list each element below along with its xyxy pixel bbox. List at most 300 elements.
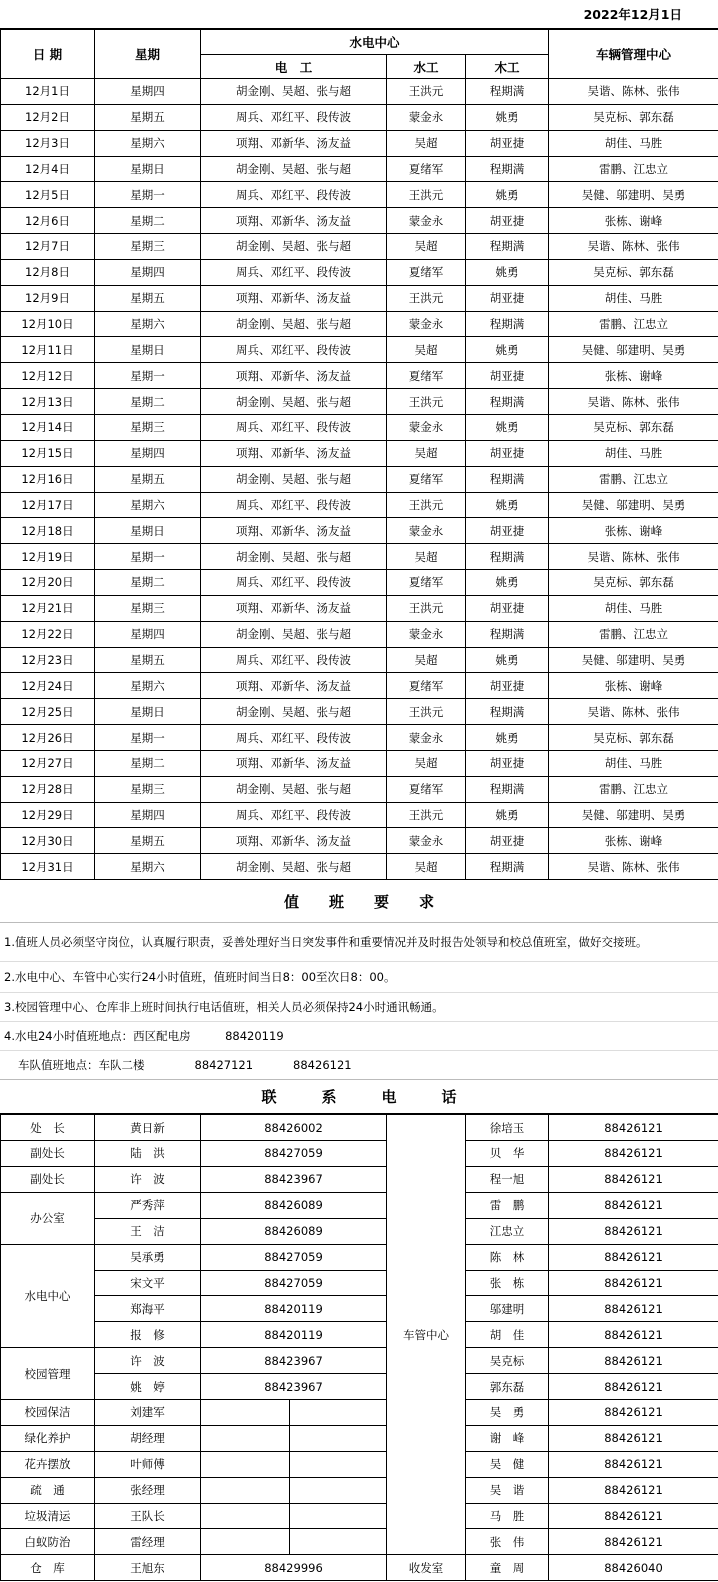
schedule-row (1, 647, 718, 673)
electrician-cell: 胡金刚、吴超、张与超 (201, 776, 387, 802)
weekday-cell: 星期二 (95, 208, 201, 234)
vehicle-staff-cell: 胡佳、马胜 (549, 285, 718, 311)
electrician-cell: 周兵、邓红平、段传波 (201, 647, 387, 673)
electrician-cell: 项翔、邓新华、汤友益 (201, 595, 387, 621)
contact-phone: 88427059 (201, 1141, 387, 1167)
service-label: 绿化养护 (1, 1425, 95, 1451)
contact-name: 报 修 (95, 1322, 201, 1348)
contact-name: 邬建明 (466, 1296, 549, 1322)
contact-name: 贝 华 (466, 1141, 549, 1167)
electrician-cell: 胡金刚、吴超、张与超 (201, 234, 387, 260)
date-cell: 12月27日 (1, 750, 95, 776)
date-cell: 12月12日 (1, 363, 95, 389)
header-date: 日 期 (1, 30, 95, 79)
weekday-cell: 星期三 (95, 234, 201, 260)
contact-name: 江忠立 (466, 1218, 549, 1244)
weekday-cell: 星期二 (95, 750, 201, 776)
carpenter-cell: 胡亚捷 (466, 285, 549, 311)
carpenter-cell: 胡亚捷 (466, 208, 549, 234)
contact-phone: 88426089 (201, 1218, 387, 1244)
vehicle-staff-cell: 吴健、邬建明、吴勇 (549, 802, 718, 828)
electrician-cell: 周兵、邓红平、段传波 (201, 337, 387, 363)
plumber-cell: 夏绪军 (387, 363, 466, 389)
electrician-cell: 周兵、邓红平、段传波 (201, 104, 387, 130)
electrician-cell: 胡金刚、吴超、张与超 (201, 854, 387, 880)
schedule-row (1, 828, 718, 854)
contact-row (1, 1244, 718, 1270)
vehicle-staff-cell: 张栋、谢峰 (549, 363, 718, 389)
date-cell: 12月13日 (1, 389, 95, 415)
contact-name: 胡 佳 (466, 1322, 549, 1348)
weekday-cell: 星期日 (95, 518, 201, 544)
carpenter-cell: 程期满 (466, 311, 549, 337)
contact-row (1, 1477, 718, 1503)
weekday-cell: 星期四 (95, 259, 201, 285)
date-cell: 12月4日 (1, 156, 95, 182)
vehicle-staff-cell: 吴健、邬建明、吴勇 (549, 182, 718, 208)
electrician-cell: 胡金刚、吴超、张与超 (201, 79, 387, 105)
vehicle-staff-cell: 吴健、邬建明、吴勇 (549, 492, 718, 518)
date-cell: 12月18日 (1, 518, 95, 544)
contact-row (1, 1141, 718, 1167)
contact-name: 徐培玉 (466, 1115, 549, 1141)
vehicle-staff-cell: 胡佳、马胜 (549, 595, 718, 621)
electrician-cell: 胡金刚、吴超、张与超 (201, 466, 387, 492)
contact-row (1, 1555, 718, 1581)
carpenter-cell: 程期满 (466, 79, 549, 105)
carpenter-cell: 胡亚捷 (466, 130, 549, 156)
date-cell: 12月31日 (1, 854, 95, 880)
contact-phone: 88429996 (201, 1555, 387, 1581)
contact-phone: 88420119 (201, 1296, 387, 1322)
vehicle-staff-cell: 张栋、谢峰 (549, 673, 718, 699)
contact-row (1, 1115, 718, 1141)
schedule-row (1, 776, 718, 802)
weekday-cell: 星期二 (95, 570, 201, 596)
weekday-cell: 星期日 (95, 156, 201, 182)
vehicle-staff-cell: 吴克标、郭东磊 (549, 725, 718, 751)
contact-row (1, 1374, 718, 1400)
empty-cell (290, 1503, 387, 1529)
electrician-cell: 胡金刚、吴超、张与超 (201, 311, 387, 337)
contact-phone: 88426121 (549, 1166, 718, 1192)
warehouse-label: 仓 库 (1, 1555, 95, 1581)
weekday-cell: 星期日 (95, 699, 201, 725)
plumber-cell: 蒙金永 (387, 828, 466, 854)
contact-phone: 88427059 (201, 1270, 387, 1296)
vehicle-staff-cell: 吴健、邬建明、吴勇 (549, 647, 718, 673)
contact-name: 吴 健 (466, 1451, 549, 1477)
contact-phone: 88427059 (201, 1244, 387, 1270)
vehicle-staff-cell: 张栋、谢峰 (549, 518, 718, 544)
plumber-cell: 吴超 (387, 544, 466, 570)
vehicle-staff-cell: 张栋、谢峰 (549, 208, 718, 234)
requirement-item: 2.水电中心、车管中心实行24小时值班，值班时间当日8：00至次日8：00。 (0, 962, 718, 993)
requirement-item: 3.校园管理中心、仓库非上班时间执行电话值班，相关人员必须保持24小时通讯畅通。 (0, 993, 718, 1022)
schedule-row (1, 130, 718, 156)
empty-cell (201, 1477, 290, 1503)
carpenter-cell: 程期满 (466, 699, 549, 725)
date-cell: 12月8日 (1, 259, 95, 285)
contact-name: 王队长 (95, 1503, 201, 1529)
vehicle-staff-cell: 吴克标、郭东磊 (549, 570, 718, 596)
contact-row (1, 1529, 718, 1555)
vehicle-staff-cell: 吴健、邬建明、吴勇 (549, 337, 718, 363)
weekday-cell: 星期四 (95, 621, 201, 647)
date-cell: 12月3日 (1, 130, 95, 156)
carpenter-cell: 程期满 (466, 466, 549, 492)
weekday-cell: 星期六 (95, 673, 201, 699)
contact-name: 王旭东 (95, 1555, 201, 1581)
date-cell: 12月10日 (1, 311, 95, 337)
empty-cell (201, 1451, 290, 1477)
date-cell: 12月9日 (1, 285, 95, 311)
contact-role: 处 长 (1, 1115, 95, 1141)
carpenter-cell: 胡亚捷 (466, 828, 549, 854)
contact-name: 吴 勇 (466, 1399, 549, 1425)
carpenter-cell: 姚勇 (466, 104, 549, 130)
service-label: 白蚁防治 (1, 1529, 95, 1555)
contact-phone: 88423967 (201, 1348, 387, 1374)
carpenter-cell: 胡亚捷 (466, 440, 549, 466)
contact-name: 宋文平 (95, 1270, 201, 1296)
plumber-cell: 王洪元 (387, 389, 466, 415)
electrician-cell: 周兵、邓红平、段传波 (201, 492, 387, 518)
contact-name: 谢 峰 (466, 1425, 549, 1451)
carpenter-cell: 胡亚捷 (466, 363, 549, 389)
schedule-row (1, 389, 718, 415)
carpenter-cell: 胡亚捷 (466, 518, 549, 544)
weekday-cell: 星期日 (95, 337, 201, 363)
date-cell: 12月22日 (1, 621, 95, 647)
contact-row (1, 1296, 718, 1322)
service-label: 疏 通 (1, 1477, 95, 1503)
contact-phone: 88426040 (549, 1555, 718, 1581)
weekday-cell: 星期三 (95, 595, 201, 621)
weekday-cell: 星期六 (95, 492, 201, 518)
schedule-row (1, 259, 718, 285)
schedule-row (1, 208, 718, 234)
date-cell: 12月16日 (1, 466, 95, 492)
carpenter-cell: 姚勇 (466, 182, 549, 208)
header-vehicle-center: 车辆管理中心 (549, 30, 718, 79)
schedule-row (1, 234, 718, 260)
plumber-cell: 王洪元 (387, 699, 466, 725)
contact-row (1, 1192, 718, 1218)
vehicle-staff-cell: 胡佳、马胜 (549, 130, 718, 156)
empty-cell (201, 1529, 290, 1555)
header-plumber: 水工 (387, 55, 466, 79)
vehicle-staff-cell: 吴谐、陈林、张伟 (549, 389, 718, 415)
contact-phone: 88426002 (201, 1115, 387, 1141)
plumber-cell: 吴超 (387, 750, 466, 776)
contact-phone: 88426121 (549, 1192, 718, 1218)
contact-phone: 88426121 (549, 1115, 718, 1141)
carpenter-cell: 程期满 (466, 234, 549, 260)
date-cell: 12月2日 (1, 104, 95, 130)
contact-name: 王 洁 (95, 1218, 201, 1244)
date-cell: 12月30日 (1, 828, 95, 854)
plumber-cell: 蒙金永 (387, 518, 466, 544)
electrician-cell: 胡金刚、吴超、张与超 (201, 156, 387, 182)
plumber-cell: 蒙金永 (387, 208, 466, 234)
schedule-row (1, 466, 718, 492)
weekday-cell: 星期三 (95, 414, 201, 440)
plumber-cell: 蒙金永 (387, 311, 466, 337)
plumber-cell: 吴超 (387, 130, 466, 156)
contact-name: 严秀萍 (95, 1192, 201, 1218)
fleet-phone-1: 88427121 (194, 1057, 254, 1072)
date-cell: 12月20日 (1, 570, 95, 596)
plumber-cell: 蒙金永 (387, 621, 466, 647)
vehicle-center-label: 车管中心 (387, 1115, 466, 1555)
plumber-cell: 吴超 (387, 854, 466, 880)
requirements-title: 值 班 要 求 (0, 880, 718, 923)
contact-phone: 88426121 (549, 1322, 718, 1348)
vehicle-staff-cell: 吴克标、郭东磊 (549, 259, 718, 285)
plumber-cell: 夏绪军 (387, 570, 466, 596)
weekday-cell: 星期一 (95, 182, 201, 208)
electrician-cell: 项翔、邓新华、汤友益 (201, 673, 387, 699)
weekday-cell: 星期五 (95, 104, 201, 130)
carpenter-cell: 姚勇 (466, 725, 549, 751)
schedule-row (1, 725, 718, 751)
contact-name: 吴 谐 (466, 1477, 549, 1503)
schedule-row (1, 699, 718, 725)
contact-name: 马 胜 (466, 1503, 549, 1529)
date-cell: 12月21日 (1, 595, 95, 621)
schedule-row (1, 337, 718, 363)
contact-row (1, 1425, 718, 1451)
contact-name: 童 周 (466, 1555, 549, 1581)
empty-cell (290, 1425, 387, 1451)
electrician-cell: 周兵、邓红平、段传波 (201, 182, 387, 208)
date-cell: 12月26日 (1, 725, 95, 751)
date-cell: 12月17日 (1, 492, 95, 518)
schedule-row (1, 492, 718, 518)
plumber-cell: 蒙金永 (387, 414, 466, 440)
fleet-phone-2: 88426121 (293, 1057, 352, 1072)
requirement-item: 4.水电24小时值班地点：西区配电房 88420119 (0, 1022, 718, 1051)
schedule-row (1, 79, 718, 105)
weekday-cell: 星期四 (95, 440, 201, 466)
weekday-cell: 星期一 (95, 544, 201, 570)
empty-cell (290, 1477, 387, 1503)
contact-name: 胡经理 (95, 1425, 201, 1451)
electrician-cell: 胡金刚、吴超、张与超 (201, 544, 387, 570)
date-cell: 12月1日 (1, 79, 95, 105)
carpenter-cell: 程期满 (466, 854, 549, 880)
contact-name: 郭东磊 (466, 1374, 549, 1400)
plumber-cell: 王洪元 (387, 182, 466, 208)
weekday-cell: 星期三 (95, 776, 201, 802)
date-cell: 12月24日 (1, 673, 95, 699)
electrician-cell: 项翔、邓新华、汤友益 (201, 130, 387, 156)
vehicle-staff-cell: 吴克标、郭东磊 (549, 104, 718, 130)
empty-cell (290, 1399, 387, 1425)
weekday-cell: 星期五 (95, 828, 201, 854)
empty-cell (201, 1503, 290, 1529)
electrician-cell: 周兵、邓红平、段传波 (201, 725, 387, 751)
campus-management-label: 校园管理 (1, 1348, 95, 1400)
contact-name: 雷 鹏 (466, 1192, 549, 1218)
date-cell: 12月5日 (1, 182, 95, 208)
header-carpenter: 木工 (466, 55, 549, 79)
schedule-row (1, 156, 718, 182)
electrician-cell: 项翔、邓新华、汤友益 (201, 363, 387, 389)
electrician-cell: 项翔、邓新华、汤友益 (201, 828, 387, 854)
weekday-cell: 星期一 (95, 725, 201, 751)
duty-schedule-table (0, 29, 718, 880)
header-electrician: 电 工 (201, 55, 387, 79)
schedule-row (1, 104, 718, 130)
contact-name: 刘建军 (95, 1399, 201, 1425)
electrician-cell: 项翔、邓新华、汤友益 (201, 208, 387, 234)
vehicle-staff-cell: 吴谐、陈林、张伟 (549, 854, 718, 880)
carpenter-cell: 姚勇 (466, 802, 549, 828)
contact-phone: 88426121 (549, 1477, 718, 1503)
contact-name: 张经理 (95, 1477, 201, 1503)
service-label: 花卉摆放 (1, 1451, 95, 1477)
contact-name: 陈 林 (466, 1244, 549, 1270)
plumber-cell: 蒙金永 (387, 725, 466, 751)
weekday-cell: 星期四 (95, 79, 201, 105)
carpenter-cell: 姚勇 (466, 337, 549, 363)
service-label: 垃圾清运 (1, 1503, 95, 1529)
schedule-row (1, 544, 718, 570)
vehicle-staff-cell: 吴谐、陈林、张伟 (549, 699, 718, 725)
date-cell: 12月15日 (1, 440, 95, 466)
water-center-label: 水电中心 (1, 1244, 95, 1348)
plumber-cell: 夏绪军 (387, 776, 466, 802)
carpenter-cell: 姚勇 (466, 414, 549, 440)
contact-phone: 88426121 (549, 1270, 718, 1296)
contact-name: 许 波 (95, 1166, 201, 1192)
vehicle-staff-cell: 吴谐、陈林、张伟 (549, 544, 718, 570)
carpenter-cell: 程期满 (466, 776, 549, 802)
date-cell: 12月14日 (1, 414, 95, 440)
schedule-row (1, 363, 718, 389)
mailroom-label: 收发室 (387, 1555, 466, 1581)
contacts-title: 联 系 电 话 (0, 1080, 718, 1114)
electrician-cell: 项翔、邓新华、汤友益 (201, 285, 387, 311)
contact-phone: 88426121 (549, 1529, 718, 1555)
electrician-cell: 周兵、邓红平、段传波 (201, 570, 387, 596)
contact-name: 张 伟 (466, 1529, 549, 1555)
contact-role: 副处长 (1, 1141, 95, 1167)
contact-phone: 88423967 (201, 1374, 387, 1400)
contact-row (1, 1166, 718, 1192)
carpenter-cell: 程期满 (466, 621, 549, 647)
date-cell: 12月7日 (1, 234, 95, 260)
vehicle-staff-cell: 雷鹏、江忠立 (549, 311, 718, 337)
contact-phone: 88426121 (549, 1296, 718, 1322)
vehicle-staff-cell: 雷鹏、江忠立 (549, 466, 718, 492)
electrician-cell: 项翔、邓新华、汤友益 (201, 750, 387, 776)
contact-phone: 88420119 (201, 1322, 387, 1348)
contact-row (1, 1399, 718, 1425)
contact-phone: 88426121 (549, 1374, 718, 1400)
contact-row (1, 1218, 718, 1244)
contacts-body (1, 1115, 718, 1581)
schedule-row (1, 854, 718, 880)
vehicle-staff-cell: 雷鹏、江忠立 (549, 621, 718, 647)
electrician-cell: 项翔、邓新华、汤友益 (201, 440, 387, 466)
electrician-cell: 项翔、邓新华、汤友益 (201, 518, 387, 544)
schedule-row (1, 750, 718, 776)
date-header (0, 0, 718, 29)
contact-name: 姚 婷 (95, 1374, 201, 1400)
carpenter-cell: 程期满 (466, 544, 549, 570)
carpenter-cell: 胡亚捷 (466, 750, 549, 776)
empty-cell (201, 1399, 290, 1425)
date-cell: 12月6日 (1, 208, 95, 234)
contact-phone: 88426121 (549, 1218, 718, 1244)
contact-phone: 88426089 (201, 1192, 387, 1218)
service-label: 校园保洁 (1, 1399, 95, 1425)
contact-phone: 88426121 (549, 1348, 718, 1374)
contact-phone: 88423967 (201, 1166, 387, 1192)
contact-phone: 88426121 (549, 1425, 718, 1451)
contact-name: 吴克标 (466, 1348, 549, 1374)
plumber-cell: 王洪元 (387, 595, 466, 621)
carpenter-cell: 程期满 (466, 389, 549, 415)
electrician-cell: 胡金刚、吴超、张与超 (201, 699, 387, 725)
electrician-cell: 胡金刚、吴超、张与超 (201, 389, 387, 415)
contact-name: 叶师傅 (95, 1451, 201, 1477)
fleet-location-text: 车队值班地点：车队二楼 (18, 1057, 145, 1072)
vehicle-staff-cell: 吴克标、郭东磊 (549, 414, 718, 440)
duty-requirements (0, 880, 718, 1114)
schedule-row (1, 518, 718, 544)
electrician-cell: 周兵、邓红平、段传波 (201, 802, 387, 828)
requirement-item: 1.值班人员必须坚守岗位，认真履行职责，妥善处理好当日突发事件和重要情况并及时报告处领导和校总值班室，做好交接班。 (0, 923, 718, 962)
schedule-row (1, 802, 718, 828)
office-label: 办公室 (1, 1192, 95, 1244)
weekday-cell: 星期四 (95, 802, 201, 828)
header-weekday: 星期 (95, 30, 201, 79)
vehicle-staff-cell: 胡佳、马胜 (549, 750, 718, 776)
contact-phone: 88426121 (549, 1503, 718, 1529)
contact-role: 副处长 (1, 1166, 95, 1192)
weekday-cell: 星期六 (95, 311, 201, 337)
carpenter-cell: 姚勇 (466, 492, 549, 518)
contact-name: 陆 洪 (95, 1141, 201, 1167)
weekday-cell: 星期五 (95, 285, 201, 311)
empty-cell (290, 1529, 387, 1555)
plumber-cell: 蒙金永 (387, 104, 466, 130)
carpenter-cell: 胡亚捷 (466, 673, 549, 699)
contact-name: 郑海平 (95, 1296, 201, 1322)
schedule-row (1, 673, 718, 699)
electrician-cell: 周兵、邓红平、段传波 (201, 259, 387, 285)
contact-name: 张 栋 (466, 1270, 549, 1296)
schedule-row (1, 570, 718, 596)
carpenter-cell: 姚勇 (466, 259, 549, 285)
vehicle-staff-cell: 吴谐、陈林、张伟 (549, 234, 718, 260)
plumber-cell: 王洪元 (387, 79, 466, 105)
schedule-row (1, 182, 718, 208)
contact-name: 雷经理 (95, 1529, 201, 1555)
vehicle-staff-cell: 张栋、谢峰 (549, 828, 718, 854)
date-cell: 12月11日 (1, 337, 95, 363)
contact-row (1, 1503, 718, 1529)
weekday-cell: 星期六 (95, 854, 201, 880)
carpenter-cell: 程期满 (466, 156, 549, 182)
contact-row (1, 1322, 718, 1348)
report-date: 2022年12月1日 (0, 0, 718, 29)
date-cell: 12月23日 (1, 647, 95, 673)
